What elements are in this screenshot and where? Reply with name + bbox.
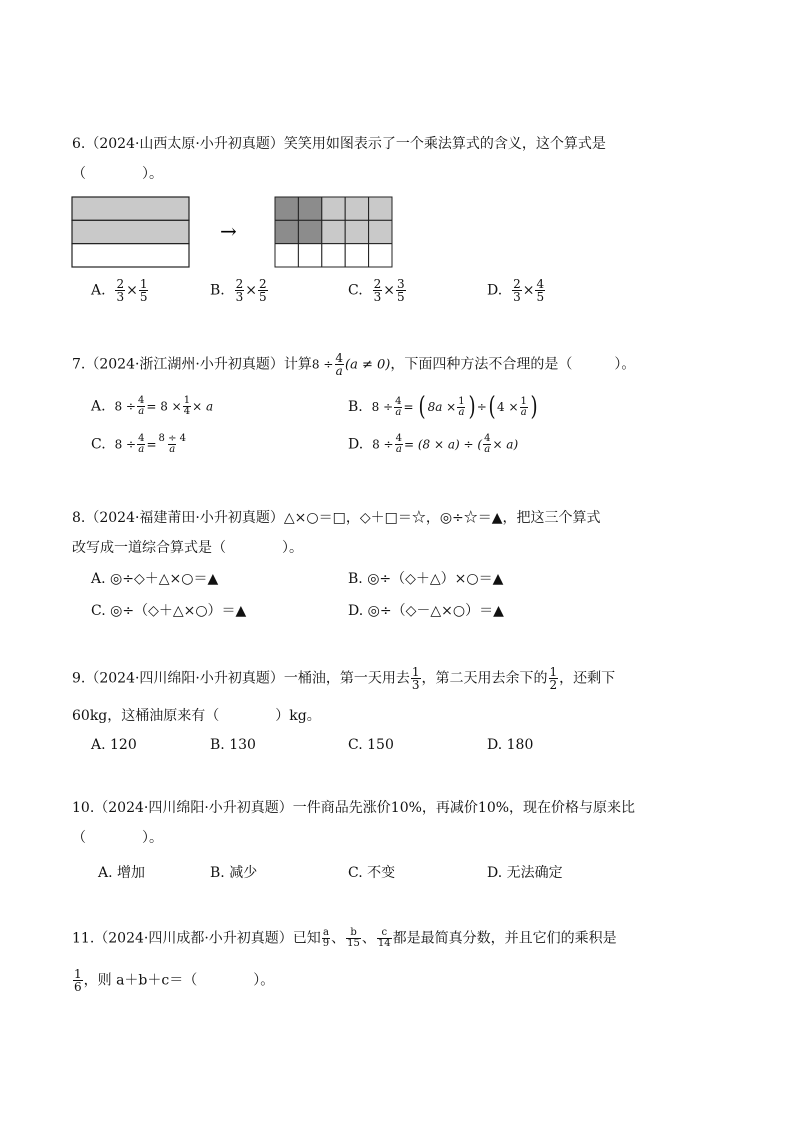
grid-cell <box>369 197 392 220</box>
grid-cell <box>298 220 321 243</box>
grid-diagram <box>275 197 392 267</box>
question-6-option-d[interactable]: D. $\frac{2}{3}$ × $\frac{4}{5}$ <box>487 277 545 304</box>
arrow-icon: → <box>220 219 237 243</box>
question-6-option-a[interactable]: A. $\frac{2}{3}$ × $\frac{1}{5}$ <box>91 277 148 304</box>
question-10-stem-line1: 10.（2024·四川绵阳·小升初真题）一件商品先涨价10%，再减价10%，现在价格与原来比 <box>72 800 636 816</box>
question-11-stem-line2: $\frac{1}{6}$ ，则 a＋b＋c＝（ ）。 <box>74 967 275 994</box>
grid-cell <box>369 220 392 243</box>
strip-row <box>72 220 189 243</box>
question-8-stem-line2: 改写成一道综合算式是（ ）。 <box>72 540 303 556</box>
question-7-option-b[interactable]: B. 8 ÷ $\frac{4}{a}$ = ( 8a × $\frac{1}{a}$ ) ÷( 4 × $\frac{1}{a}$ ) <box>348 392 538 422</box>
question-8-stem-line1: 8.（2024·福建莆田·小升初真题）△×○＝□，◇＋□＝☆，◎÷☆＝▲，把这三个算式 <box>72 510 601 526</box>
grid-cell <box>345 220 368 243</box>
strip-row <box>72 197 189 220</box>
question-7-stem: 7.（2024·浙江湖州·小升初真题）计算8 ÷ $\frac{4}{a}$ (a ≠ 0)，下面四种方法不合理的是（ ）。 <box>72 351 636 378</box>
question-9-stem-line2: 60kg，这桶油原来有（ ）kg。 <box>72 708 321 724</box>
question-10-option-b[interactable]: B. 减少 <box>210 865 258 881</box>
question-7-option-d[interactable]: D. 8 ÷ $\frac{4}{a}$ = (8 × a) ÷ ( $\frac{4}{a}$ × a) <box>348 433 519 455</box>
grid-cell <box>298 244 321 267</box>
question-9-stem-line1: 9.（2024·四川绵阳·小升初真题）一桶油，第一天用去 $\frac{1}{3}$ ，第二天用去余下的 $\frac{1}{2}$ ，还剩下 <box>72 665 616 692</box>
grid-cell <box>275 244 298 267</box>
grid-cell <box>322 244 345 267</box>
question-10-option-a[interactable]: A. 增加 <box>98 865 146 881</box>
grid-cell <box>369 244 392 267</box>
grid-cell <box>345 197 368 220</box>
question-11-stem-line1: 11.（2024·四川成都·小升初真题）已知 $\frac{a}{9}$ 、 $\frac{b}{15}$ 、 $\frac{c}{14}$ 都是最简真分数，并且它们的乘积是 <box>72 927 617 949</box>
strip-row <box>72 244 189 267</box>
question-10-option-c[interactable]: C. 不变 <box>348 865 396 881</box>
question-6-option-b[interactable]: B. $\frac{2}{3}$ × $\frac{2}{5}$ <box>210 277 267 304</box>
grid-cell <box>322 197 345 220</box>
grid-cell <box>322 220 345 243</box>
left-strip-diagram <box>72 197 189 267</box>
question-7-option-a[interactable]: A. 8 ÷ $\frac{4}{a}$ = 8 × $\frac{1}{4}$ × a <box>91 395 214 417</box>
fraction-area-figure <box>70 192 400 272</box>
question-6-stem: 6.（2024·山西太原·小升初真题）笑笑用如图表示了一个乘法算式的含义，这个算式是 <box>72 136 606 152</box>
question-8-option-b[interactable]: B. ◎÷（◇＋△）×○＝▲ <box>348 571 504 587</box>
question-7-option-c[interactable]: C. 8 ÷ $\frac{4}{a}$ = $\frac{8 \div 4}{a}$ <box>91 433 186 455</box>
grid-cell <box>345 244 368 267</box>
question-10-stem-line2: （ ）。 <box>72 830 163 846</box>
grid-cell <box>275 220 298 243</box>
grid-cell <box>298 197 321 220</box>
question-9-option-b[interactable]: B. 130 <box>210 737 256 753</box>
question-8-option-c[interactable]: C. ◎÷（◇＋△×○）＝▲ <box>91 603 247 619</box>
question-9-option-d[interactable]: D. 180 <box>487 737 534 753</box>
question-6-blank: （ ）。 <box>72 166 163 182</box>
question-9-option-c[interactable]: C. 150 <box>348 737 394 753</box>
question-10-option-d[interactable]: D. 无法确定 <box>487 865 563 881</box>
question-9-option-a[interactable]: A. 120 <box>91 737 137 753</box>
question-8-option-d[interactable]: D. ◎÷（◇－△×○）＝▲ <box>348 603 504 619</box>
grid-cell <box>275 197 298 220</box>
question-6-option-c[interactable]: C. $\frac{2}{3}$ × $\frac{3}{5}$ <box>348 277 405 304</box>
question-8-option-a[interactable]: A. ◎÷◇＋△×○＝▲ <box>91 571 219 587</box>
